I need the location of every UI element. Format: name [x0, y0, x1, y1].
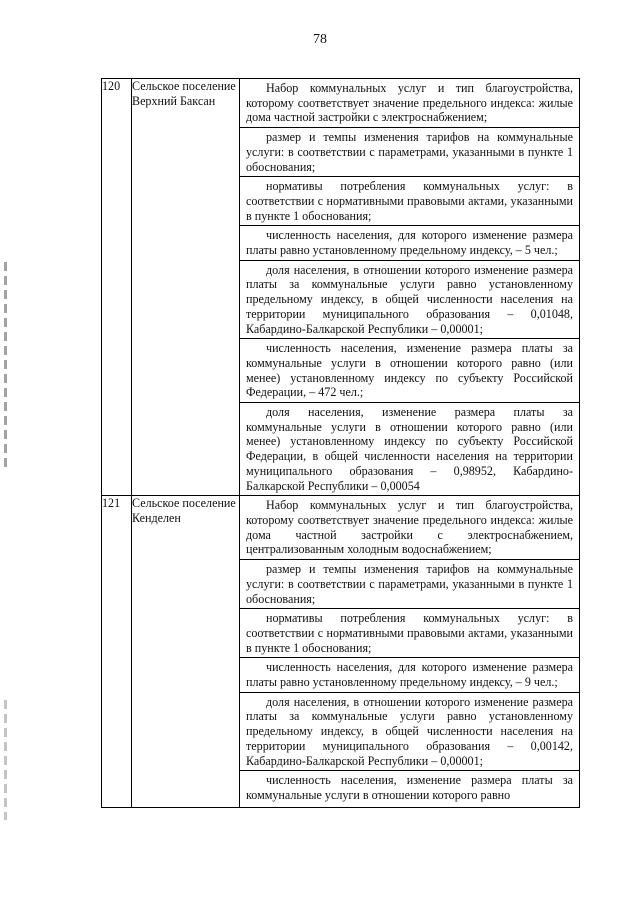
indicator-paragraph: доля населения, в отношении которого изменение размера платы за коммунальные услуги равно установленному предельному индексу, в общей численности населения на территории муниципального образования – 0,00142, Кабардино-Балкарской Республики – 0,00001;: [240, 693, 579, 772]
indicator-paragraph: размер и темпы изменения тарифов на коммунальные услуги: в соответствии с параметрами, указанными в пункте 1 обоснования;: [240, 560, 579, 609]
indicator-paragraph: нормативы потребления коммунальных услуг: в соответствии с нормативными правовыми актами, указанными в пункте 1 обоснования;: [240, 609, 579, 658]
indicators-cell: [240, 496, 580, 807]
indicator-paragraph: доля населения, в отношении которого изменение размера платы за коммунальные услуги равно установленному предельному индексу, в общей численности населения на территории муниципального образования – 0,01048, Кабардино-Балкарской Республики – 0,00001;: [240, 261, 579, 340]
indicators-table: [101, 78, 580, 808]
indicator-paragraph: численность населения, изменение размера платы за коммунальные услуги в отношении которого равно (или менее) установленному индексу по субъекту Российской Федерации, – 472 чел.;: [240, 339, 579, 403]
indicator-paragraph: Набор коммунальных услуг и тип благоустройства, которому соответствует значение предельного индекса: жилые дома частной застройки с электроснабжением, централизованным холодным водоснабжением;: [240, 496, 579, 560]
row-number: 121: [102, 496, 132, 807]
table-row: [102, 496, 580, 807]
indicator-paragraph: численность населения, для которого изменение размера платы равно установленному предельному индексу, – 9 чел.;: [240, 658, 579, 692]
indicator-paragraph: нормативы потребления коммунальных услуг: в соответствии с нормативными правовыми актами, указанными в пункте 1 обоснования;: [240, 177, 579, 226]
scan-margin-artifact: [4, 262, 7, 472]
indicator-paragraph: численность населения, изменение размера платы за коммунальные услуги в отношении которого равно: [246, 773, 573, 802]
table-row: [102, 79, 580, 496]
indicator-paragraph: Набор коммунальных услуг и тип благоустройства, которому соответствует значение предельного индекса: жилые дома частной застройки с электроснабжением;: [240, 79, 579, 128]
row-number: 120: [102, 79, 132, 496]
indicator-paragraph: доля населения, изменение размера платы за коммунальные услуги в отношении которого равно (или менее) установленному индексу по субъекту Российской Федерации, в общей численности населения на территории муниципального образования – 0,98952, Кабардино-Балкарской Республики – 0,00054: [246, 405, 573, 493]
indicators-cell: [240, 79, 580, 496]
page-number: 78: [313, 32, 327, 47]
indicator-paragraph: численность населения, для которого изменение размера платы равно установленному предельному индексу, – 5 чел.;: [240, 226, 579, 260]
scan-margin-artifact-lower: [4, 700, 7, 820]
settlement-name: Сельское поселение Верхний Баксан: [132, 79, 240, 496]
settlement-name: Сельское поселение Кенделен: [132, 496, 240, 807]
indicator-paragraph: размер и темпы изменения тарифов на коммунальные услуги: в соответствии с параметрами, указанными в пункте 1 обоснования;: [240, 128, 579, 177]
